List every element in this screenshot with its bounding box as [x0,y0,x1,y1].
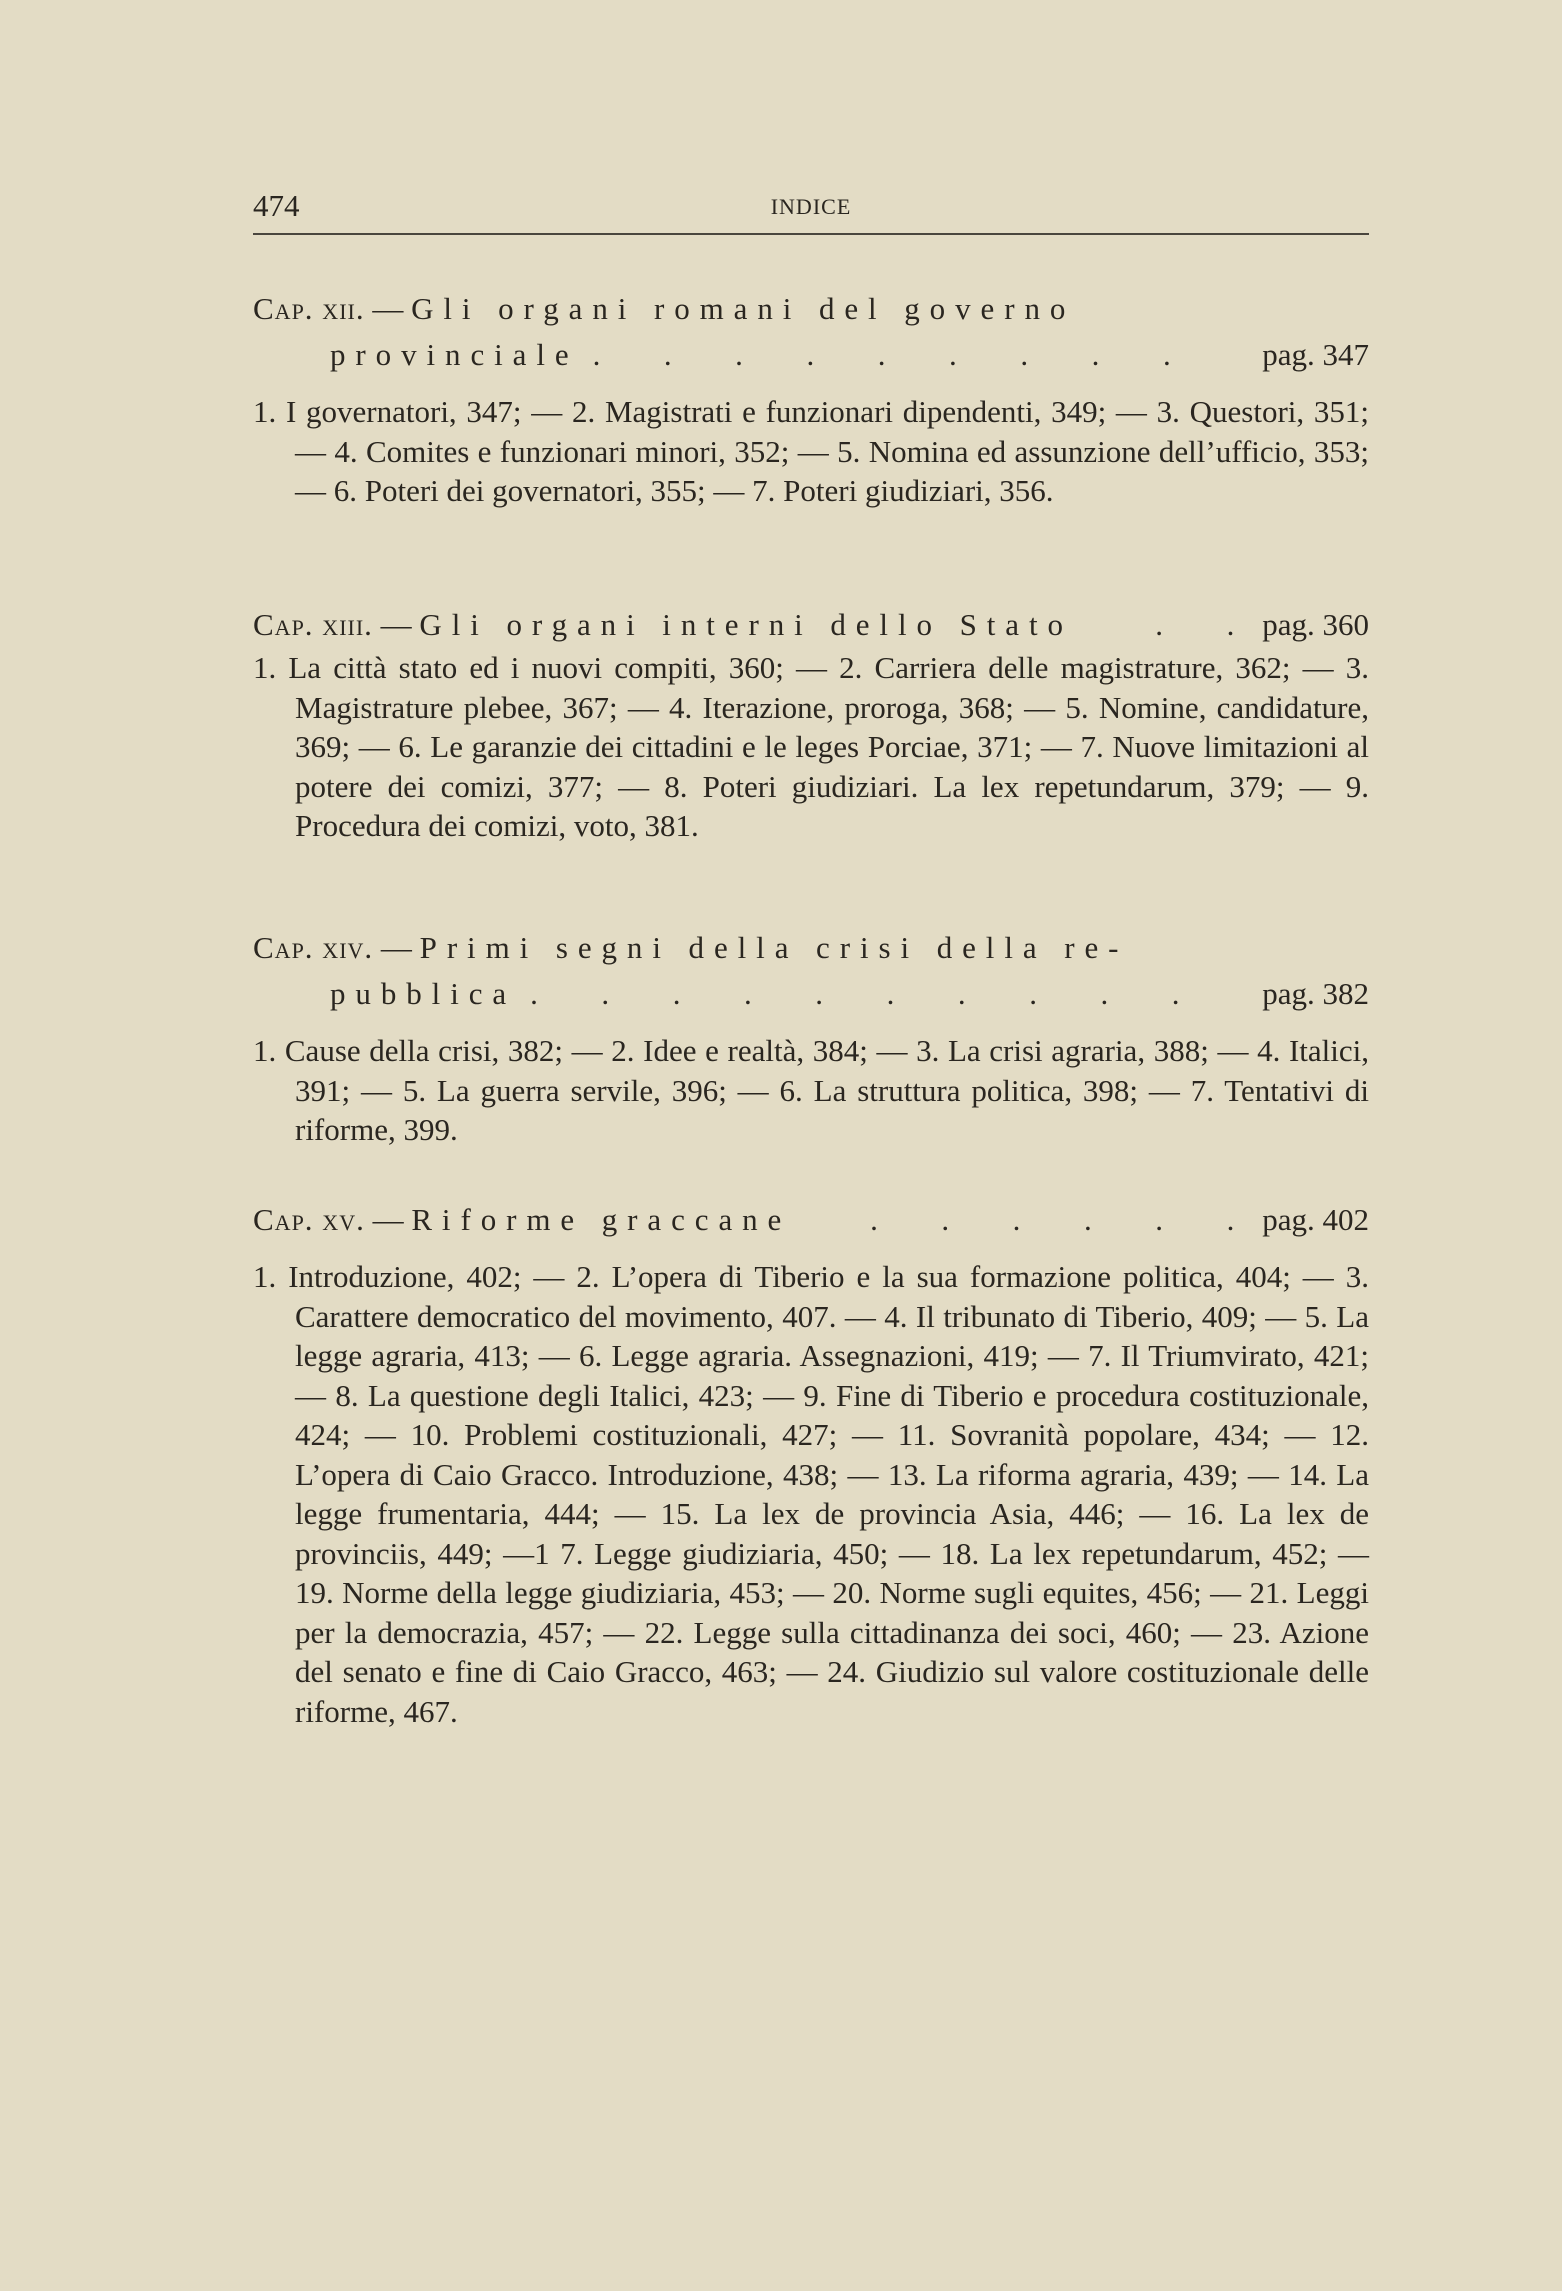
header-rule [253,233,1369,235]
chapter-title-cont: pubblica [330,976,517,1011]
chapter-items: 1. Cause della crisi, 382; — 2. Idee e realtà, 384; — 3. La crisi agraria, 388; — 4. Italici, 391; — 5. La guerra servile, 396; — 6. La struttura politica, 398; — 7. Tentativi di riforme, 399. [253,1033,1369,1147]
page-number: 474 [253,188,300,223]
chapter-heading [253,286,1369,378]
chapter-14 [253,925,1369,1150]
chapter-label: Cap. xii. [253,291,365,326]
chapter-13 [253,602,1369,846]
leader-dots: . . . . . . . . . . [530,976,1208,1011]
leader-dots: . . . . . . [870,1202,1263,1237]
chapter-15 [253,1197,1369,1731]
chapter-items: 1. Introduzione, 402; — 2. L’opera di Tiberio e la sua formazione politica, 404; — 3. Carattere democratico del movimento, 407. — 4. Il tribunato di Tiberio, 409; — 5. La legge agraria, 413; — 6. Legge agraria. Assegnazioni, 419; — 7. Il Triumvirato, 421; — 8. La questione degli Italici, 423; — 9. Fine di Tiberio e procedura costituzionale, 424; — 10. Problemi costituzionali, 427; — 11. Sovranità popolare, 434; — 12. L’opera di Caio Gracco. Introduzione, 438; — 13. La riforma agraria, 439; — 14. La legge frumentaria, 444; — 15. La lex de provincia Asia, 446; — 16. La lex de provinciis, 449; —1 7. Legge giudiziaria, 450; — 18. La lex repetundarum, 452; — 19. Norme della legge giudiziaria, 453; — 20. Norme sugli equites, 456; — 21. Leggi per la democrazia, 457; — 22. Legge sulla cittadinanza dei soci, 460; — 23. Azione del senato e fine di Caio Gracco, 463; — 24. Giudizio sul valore costituzionale delle riforme, 467. [253,1259,1369,1729]
dash: — [380,930,412,965]
chapter-page: pag. 402 [1262,1202,1369,1237]
dash: — [372,291,404,326]
chapter-title-cont: provinciale [330,337,579,372]
chapter-label: Cap. xv. [253,1202,365,1237]
running-title: INDICE [770,194,852,219]
chapter-heading [253,1197,1369,1243]
chapter-page: pag. 382 [1262,976,1369,1011]
chapter-items: 1. La città stato ed i nuovi compiti, 360; — 2. Carriera delle magistrature, 362; — 3. Magistrature plebee, 367; — 4. Iterazione, proroga, 368; — 5. Nomine, candidature, 369; — 6. Le garanzie dei cittadini e le leges Porciae, 371; — 7. Nuove limitazioni al potere dei comizi, 377; — 8. Poteri giudiziari. La lex repetundarum, 379; — 9. Procedura dei comizi, voto, 381. [253,650,1369,843]
chapter-label: Cap. xiii. [253,607,373,642]
chapter-title: Gli organi romani del governo [411,291,1076,326]
chapter-heading [253,925,1369,1017]
leader-dots: . . [1155,607,1263,642]
chapter-title: Primi segni della crisi della re- [419,930,1129,965]
chapter-heading [253,602,1369,648]
leader-dots: . . . . . . . . . [592,337,1199,372]
chapter-items: 1. I governatori, 347; — 2. Magistrati e funzionari dipendenti, 349; — 3. Questori, 351; — 4. Comites e funzionari minori, 352; — 5. Nomina ed assunzione dell’ufficio, 353; — 6. Poteri dei governatori, 355; — 7. Poteri giudiziari, 356. [253,394,1369,508]
chapter-title: Gli organi interni dello Stato [419,607,1073,642]
chapter-page: pag. 360 [1262,607,1369,642]
dash: — [380,607,412,642]
page-header [253,188,1369,228]
dash: — [372,1202,404,1237]
chapter-12 [253,286,1369,511]
chapter-title: Riforme graccane [411,1202,792,1237]
chapter-page: pag. 347 [1262,337,1369,372]
chapter-label: Cap. xiv. [253,930,374,965]
index-page [253,0,1369,2291]
